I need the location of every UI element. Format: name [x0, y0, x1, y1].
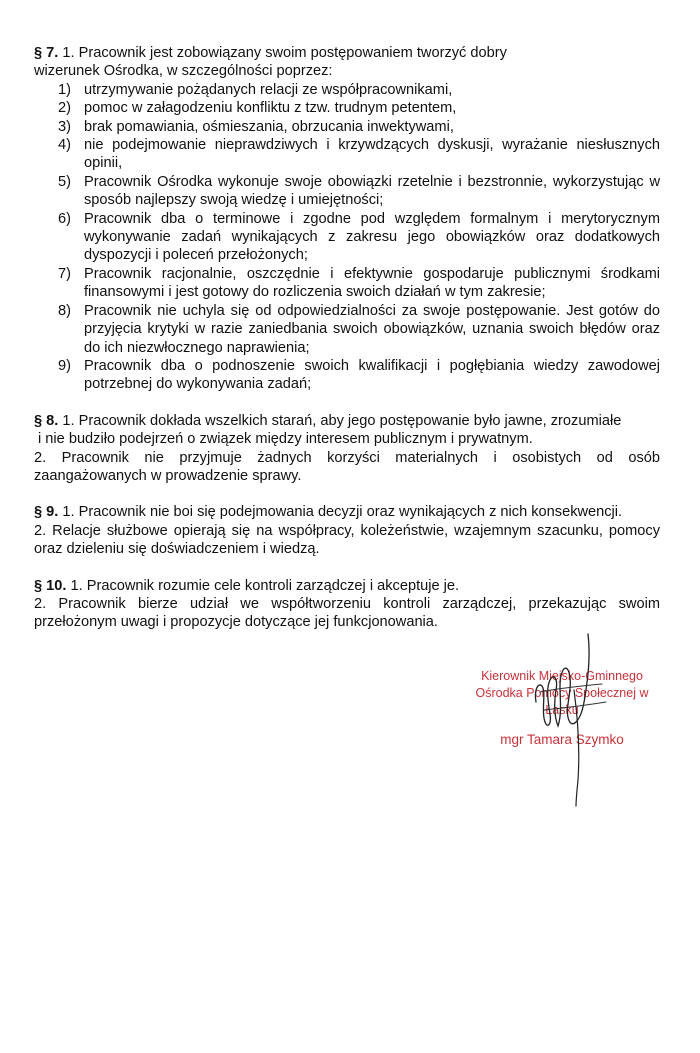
section-9-label: § 9.: [34, 504, 59, 521]
section-10-point-1: [34, 577, 660, 595]
stamp-line-1: Kierownik Miejsko-Gminnego: [481, 669, 643, 683]
section-7-item-number: 5): [58, 173, 71, 190]
section-7-item: [34, 81, 660, 99]
section-7-item-text: Pracownik racjonalnie, oszczędnie i efektywnie gospodaruje publicznymi środkami finansowymi i jest gotowy do rozliczenia swoich działań w tym zakresie;: [84, 265, 660, 301]
section-9-point-1: [34, 503, 660, 521]
section-7-item-number: 9): [58, 357, 71, 374]
section-7-item-number: 7): [58, 265, 71, 282]
stamp-name: mgr Tamara Szymko: [500, 732, 624, 747]
section-7-item: [34, 357, 660, 394]
section-8: [34, 412, 660, 486]
section-7-item-text: utrzymywanie pożądanych relacji ze współpracownikami,: [84, 81, 453, 98]
section-10-point-2: 2. Pracownik bierze udział we współtworzeniu kontroli zarządczej, przekazując swoim przełożonym uwagi i propozycje dotyczące jej funkcjonowania.: [34, 595, 660, 631]
section-7: [34, 44, 660, 394]
section-7-intro-line1: 1. Pracownik jest zobowiązany swoim postępowaniem tworzyć dobry: [62, 45, 507, 61]
section-9: [34, 503, 660, 558]
section-7-item-number: 4): [58, 137, 71, 154]
section-10-text-1: 1. Pracownik rozumie cele kontroli zarządczej i akceptuje je.: [70, 577, 460, 594]
section-7-item-text: Pracownik dba o podnoszenie swoich kwalifikacji i pogłębiania wiedzy zawodowej potrzebnej do wykonywania zadań;: [84, 357, 660, 393]
handwritten-signature: [510, 630, 630, 810]
section-7-label: § 7.: [34, 45, 59, 61]
section-7-item: [34, 265, 660, 302]
section-9-text-1: 1. Pracownik nie boi się podejmowania decyzji oraz wynikających z nich konsekwencji.: [62, 504, 623, 521]
section-7-list: [34, 81, 660, 394]
section-7-item-text: brak pomawiania, ośmieszania, obrzucania inwektywami,: [84, 118, 454, 135]
section-7-item-number: 3): [58, 118, 71, 135]
section-7-item: [34, 210, 660, 265]
section-7-item-text: nie podejmowanie nieprawdziwych i krzywdzących dyskusji, wyrażanie niesłusznych opinii,: [84, 137, 660, 172]
section-7-item-number: 2): [58, 100, 71, 117]
section-7-item: [34, 136, 660, 173]
section-7-item-number: 6): [58, 210, 71, 227]
section-10: [34, 577, 660, 632]
section-8-point-2: 2. Pracownik nie przyjmuje żadnych korzyści materialnych i osobistych od osób zaangażowanych w prowadzenie sprawy.: [34, 449, 660, 484]
section-7-item-text: Pracownik dba o terminowe i zgodne pod względem formalnym i merytorycznym wykonywanie zadań wynikających z zakresu jego obowiązków oraz dodatkowych dyspozycji i poleceń przełożonych;: [84, 210, 660, 264]
section-8-label: § 8.: [34, 412, 59, 429]
section-9-point-2: 2. Relacje służbowe opierają się na współpracy, koleżeństwie, wzajemnym szacunku, pomocy oraz dzieleniu się doświadczeniem i wiedzą.: [34, 522, 660, 558]
section-7-item: [34, 173, 660, 210]
section-10-label: § 10.: [34, 577, 67, 594]
stamp-line-2: Ośrodka Pomocy Społecznej w Łasku: [475, 686, 649, 717]
section-7-item: [34, 99, 660, 117]
section-8-text-1: 1. Pracownik dokłada wszelkich starań, aby jego postępowanie było jawne, zrozumiałe: [62, 412, 622, 429]
section-7-item-text: Pracownik nie uchyla się od odpowiedzialności za swoje postępowanie. Jest gotów do przyjęcia krytyki w razie zaniedbania swoich obowiązków, uznania swoich błędów oraz do ich niezwłocznego naprawienia;: [84, 302, 660, 356]
section-8-point-1: [34, 412, 660, 449]
section-7-item-number: 8): [58, 302, 71, 319]
section-7-item: [34, 302, 660, 357]
section-7-intro: [34, 44, 660, 81]
section-7-intro-line2: wizerunek Ośrodka, w szczególności poprzez:: [34, 63, 333, 80]
section-7-item-text: Pracownik Ośrodka wykonuje swoje obowiązki rzetelnie i bezstronnie, wykorzystując w sposób najlepszy swoją wiedzę i umiejętności;: [84, 173, 660, 209]
section-8-text-1b: i nie budziło podejrzeń o związek między interesem publicznym i prywatnym.: [38, 431, 533, 448]
section-7-item: [34, 118, 660, 136]
section-7-item-text: pomoc w załagodzeniu konfliktu z tzw. trudnym petentem,: [84, 100, 457, 117]
document-body: [34, 44, 660, 632]
section-7-item-number: 1): [58, 81, 71, 98]
